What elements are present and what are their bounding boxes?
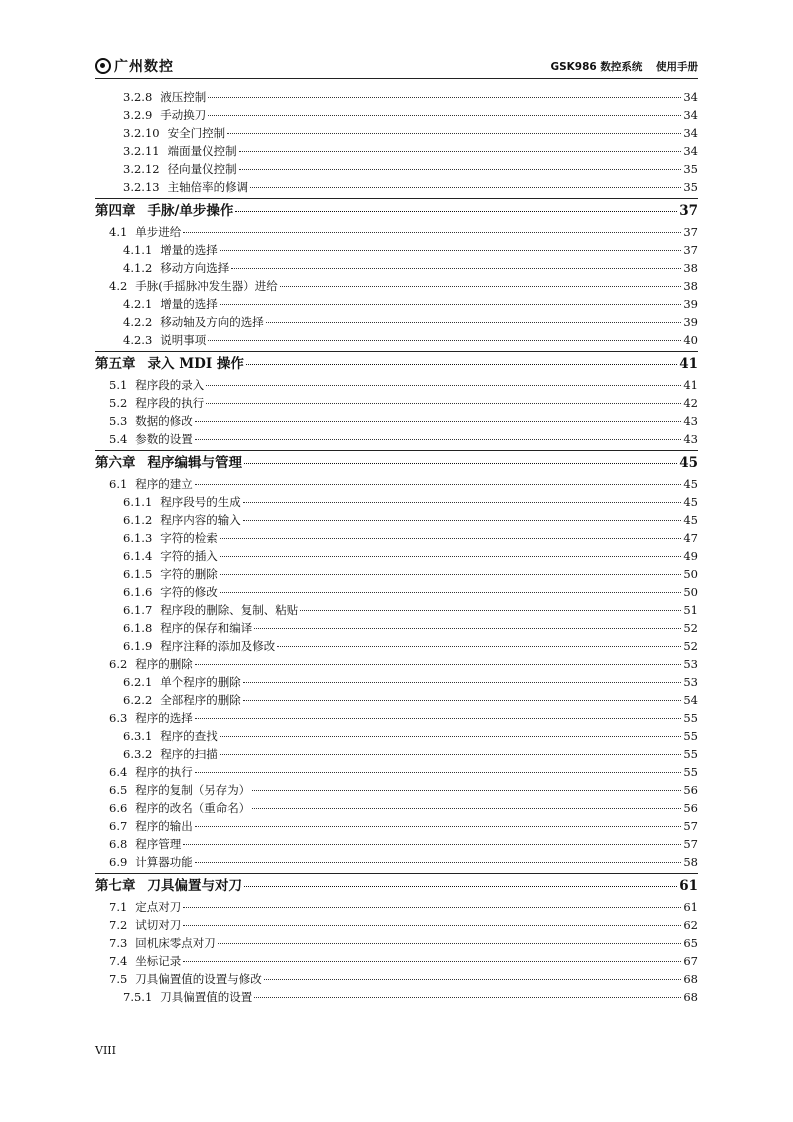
toc-entry-number: 6.2.2 (123, 693, 153, 707)
dot-leader (300, 610, 681, 611)
toc-entry-number: 5.3 (109, 414, 128, 428)
dot-leader (195, 826, 682, 827)
page-number: VIII (95, 1044, 116, 1057)
dot-leader (220, 250, 682, 251)
toc-entry-page: 37 (679, 203, 698, 219)
toc-entry[interactable] (95, 493, 698, 511)
toc-entry[interactable] (95, 394, 698, 412)
toc-entry[interactable] (95, 547, 698, 565)
toc-entry-title: 程序的保存和编译 (160, 621, 253, 635)
toc-entry-title: 字符的修改 (160, 585, 218, 599)
toc-entry[interactable] (95, 430, 698, 448)
dot-leader (243, 700, 682, 701)
toc-entry[interactable] (95, 529, 698, 547)
toc-entry-number: 6.3.2 (123, 747, 153, 761)
toc-entry[interactable] (95, 412, 698, 430)
dot-leader (183, 925, 681, 926)
dot-leader (254, 997, 681, 998)
toc-entry-title: 程序的改名（重命名） (135, 801, 251, 815)
toc-entry-title: 程序的查找 (160, 729, 218, 743)
toc-entry[interactable] (95, 601, 698, 619)
toc-entry-title: 手脉(手摇脉冲发生器）进给 (135, 279, 278, 293)
toc-entry-page: 40 (683, 333, 698, 347)
toc-entry-title: 主轴倍率的修调 (167, 180, 249, 194)
toc-entry-page: 41 (683, 378, 698, 392)
toc-entry-number: 6.5 (109, 783, 128, 797)
toc-entry-number: 6.2 (109, 657, 128, 671)
toc-entry-page: 50 (683, 585, 698, 599)
toc-entry-title: 坐标记录 (135, 954, 182, 968)
toc-entry-page: 56 (683, 801, 698, 815)
toc-entry-page: 58 (683, 855, 698, 869)
dot-leader (244, 463, 677, 464)
toc-entry-title: 计算器功能 (135, 855, 193, 869)
dot-leader (220, 736, 682, 737)
toc-entry-page: 38 (683, 261, 698, 275)
toc-entry-number: 6.1.7 (123, 603, 153, 617)
toc-entry-title: 刀具偏置值的设置与修改 (135, 972, 262, 986)
toc-entry[interactable] (95, 952, 698, 970)
toc-entry-title: 说明事项 (160, 333, 207, 347)
toc-entry-title: 程序注释的添加及修改 (160, 639, 276, 653)
toc-entry-number: 3.2.10 (123, 126, 160, 140)
toc-entry-title: 程序段号的生成 (160, 495, 241, 509)
toc-entry[interactable] (95, 619, 698, 637)
dot-leader (208, 97, 681, 98)
dot-leader (239, 151, 682, 152)
page-header (95, 50, 698, 79)
toc-entry-page: 34 (683, 90, 698, 104)
toc-entry-page: 34 (683, 108, 698, 122)
dot-leader (195, 772, 682, 773)
toc-entry-number: 6.1.5 (123, 567, 153, 581)
toc-entry-title: 程序内容的输入 (160, 513, 241, 527)
dot-leader (183, 232, 681, 233)
toc-entry[interactable] (95, 835, 698, 853)
toc-chapter-entry[interactable] (95, 351, 698, 376)
toc-entry-title: 单个程序的删除 (160, 675, 241, 689)
toc-entry[interactable] (95, 475, 698, 493)
toc-entry-title: 程序段的执行 (135, 396, 205, 410)
toc-entry-page: 57 (683, 837, 698, 851)
toc-entry-number: 6.3.1 (123, 729, 153, 743)
toc-entry-page: 45 (683, 495, 698, 509)
dot-leader (218, 943, 682, 944)
toc-entry-page: 55 (683, 765, 698, 779)
toc-entry[interactable] (95, 331, 698, 349)
toc-entry-title: 回机床零点对刀 (135, 936, 216, 950)
dot-leader (220, 304, 682, 305)
toc-chapter-entry[interactable] (95, 873, 698, 898)
toc-entry-page: 61 (679, 878, 698, 894)
dot-leader (208, 115, 681, 116)
toc-entry-page: 55 (683, 747, 698, 761)
toc-entry-title: 程序段的录入 (135, 378, 205, 392)
toc-entry-page: 34 (683, 144, 698, 158)
toc-entry-page: 53 (683, 657, 698, 671)
toc-entry-title: 程序的删除 (135, 657, 193, 671)
toc-entry-number: 第五章 (95, 356, 136, 372)
toc-entry[interactable] (95, 160, 698, 178)
toc-entry[interactable] (95, 745, 698, 763)
toc-entry-title: 字符的插入 (160, 549, 218, 563)
toc-entry-page: 39 (683, 315, 698, 329)
toc-entry-number: 5.1 (109, 378, 128, 392)
toc-entry-title: 程序的建立 (135, 477, 193, 491)
toc-entry-number: 5.2 (109, 396, 128, 410)
toc-entry-title: 数据的修改 (135, 414, 193, 428)
toc-entry-page: 47 (683, 531, 698, 545)
toc-entry-title: 程序的执行 (135, 765, 193, 779)
toc-entry-number: 6.3 (109, 711, 128, 725)
toc-entry-page: 45 (683, 477, 698, 491)
toc-entry-title: 程序的扫描 (160, 747, 218, 761)
dot-leader (208, 340, 681, 341)
toc-entry[interactable] (95, 673, 698, 691)
toc-entry-page: 51 (683, 603, 698, 617)
toc-entry-number: 6.2.1 (123, 675, 153, 689)
toc-entry-title: 参数的设置 (135, 432, 193, 446)
toc-entry-page: 57 (683, 819, 698, 833)
toc-entry[interactable] (95, 934, 698, 952)
toc-entry-title: 径向量仪控制 (167, 162, 237, 176)
toc-entry-title: 刀具偏置与对刀 (147, 878, 242, 894)
dot-leader (246, 364, 677, 365)
dot-leader (195, 484, 682, 485)
toc-entry-page: 43 (683, 432, 698, 446)
dot-leader (243, 520, 682, 521)
toc-entry-page: 67 (683, 954, 698, 968)
toc-entry[interactable] (95, 88, 698, 106)
toc-entry-title: 手脉/单步操作 (147, 203, 234, 219)
toc-entry-number: 4.2 (109, 279, 128, 293)
dot-leader (280, 286, 682, 287)
toc-entry-title: 全部程序的删除 (160, 693, 241, 707)
toc-entry-number: 3.2.11 (123, 144, 160, 158)
toc-entry-title: 程序的输出 (135, 819, 193, 833)
toc-chapter-entry[interactable] (95, 198, 698, 223)
dot-leader (195, 718, 682, 719)
toc-entry-number: 7.4 (109, 954, 128, 968)
manual-title: 使用手册 (656, 61, 698, 73)
toc-entry[interactable] (95, 313, 698, 331)
toc-entry-title: 移动轴及方向的选择 (160, 315, 264, 329)
header-title (540, 59, 698, 74)
toc-entry-title: 程序管理 (135, 837, 182, 851)
toc-entry-number: 6.1.1 (123, 495, 153, 509)
toc-entry-number: 4.1.1 (123, 243, 153, 257)
table-of-contents (95, 88, 698, 1006)
toc-entry-page: 68 (683, 990, 698, 1004)
dot-leader (252, 790, 681, 791)
toc-entry-number: 6.1.9 (123, 639, 153, 653)
toc-entry-page: 52 (683, 621, 698, 635)
toc-entry-title: 程序段的删除、复制、粘贴 (160, 603, 299, 617)
toc-entry-title: 录入 MDI 操作 (147, 356, 244, 372)
dot-leader (220, 574, 682, 575)
dot-leader (239, 169, 682, 170)
toc-entry-page: 49 (683, 549, 698, 563)
toc-entry-number: 6.1.8 (123, 621, 153, 635)
dot-leader (231, 268, 681, 269)
toc-entry-page: 34 (683, 126, 698, 140)
toc-entry[interactable] (95, 124, 698, 142)
toc-entry-title: 液压控制 (160, 90, 207, 104)
toc-entry[interactable] (95, 727, 698, 745)
toc-entry-page: 50 (683, 567, 698, 581)
toc-entry-page: 43 (683, 414, 698, 428)
toc-entry[interactable] (95, 853, 698, 871)
dot-leader (183, 907, 681, 908)
toc-entry-number: 7.2 (109, 918, 128, 932)
toc-entry[interactable] (95, 178, 698, 196)
toc-entry[interactable] (95, 295, 698, 313)
toc-entry-page: 65 (683, 936, 698, 950)
toc-entry[interactable] (95, 898, 698, 916)
logo-text: 广州数控 (114, 59, 174, 75)
dot-leader (183, 961, 681, 962)
toc-entry-number: 第六章 (95, 455, 136, 471)
toc-entry-number: 7.1 (109, 900, 128, 914)
dot-leader (252, 808, 681, 809)
toc-entry[interactable] (95, 223, 698, 241)
toc-entry-title: 定点对刀 (135, 900, 182, 914)
toc-entry-title: 程序编辑与管理 (147, 455, 242, 471)
toc-entry-page: 62 (683, 918, 698, 932)
dot-leader (235, 211, 677, 212)
dot-leader (206, 403, 681, 404)
toc-entry-page: 45 (683, 513, 698, 527)
toc-entry-number: 4.2.2 (123, 315, 153, 329)
toc-entry-page: 37 (683, 225, 698, 239)
toc-entry-page: 38 (683, 279, 698, 293)
toc-entry-page: 35 (683, 162, 698, 176)
toc-entry-title: 端面量仪控制 (167, 144, 237, 158)
toc-entry[interactable] (95, 565, 698, 583)
toc-entry[interactable] (95, 781, 698, 799)
toc-entry-number: 4.1.2 (123, 261, 153, 275)
dot-leader (244, 886, 677, 887)
doc-title: GSK986 数控系统 (550, 61, 643, 73)
toc-entry-number: 7.3 (109, 936, 128, 950)
gsk-logo-icon (95, 58, 111, 74)
toc-entry-number: 3.2.13 (123, 180, 160, 194)
toc-entry[interactable] (95, 583, 698, 601)
toc-entry-number: 6.1.2 (123, 513, 153, 527)
toc-entry-title: 刀具偏置值的设置 (160, 990, 253, 1004)
toc-entry-title: 单步进给 (135, 225, 182, 239)
toc-entry-page: 35 (683, 180, 698, 194)
toc-entry-number: 6.1.4 (123, 549, 153, 563)
toc-chapter-entry[interactable] (95, 450, 698, 475)
dot-leader (220, 556, 682, 557)
toc-entry-page: 56 (683, 783, 698, 797)
dot-leader (195, 664, 682, 665)
toc-entry[interactable] (95, 655, 698, 673)
toc-entry[interactable] (95, 637, 698, 655)
toc-entry-number: 6.4 (109, 765, 128, 779)
toc-entry-number: 7.5.1 (123, 990, 153, 1004)
toc-entry[interactable] (95, 259, 698, 277)
dot-leader (220, 538, 682, 539)
toc-entry-page: 54 (683, 693, 698, 707)
toc-entry[interactable] (95, 988, 698, 1006)
toc-entry-page: 37 (683, 243, 698, 257)
toc-entry-number: 6.9 (109, 855, 128, 869)
toc-entry-number: 3.2.8 (123, 90, 153, 104)
dot-leader (264, 979, 682, 980)
toc-entry[interactable] (95, 970, 698, 988)
toc-entry-title: 增量的选择 (160, 243, 218, 257)
toc-entry-number: 6.6 (109, 801, 128, 815)
toc-entry-title: 程序的复制（另存为） (135, 783, 251, 797)
toc-entry-number: 4.2.1 (123, 297, 153, 311)
toc-entry-page: 68 (683, 972, 698, 986)
dot-leader (227, 133, 681, 134)
toc-entry-page: 42 (683, 396, 698, 410)
company-logo (95, 56, 174, 76)
dot-leader (243, 502, 682, 503)
toc-entry-number: 6.1 (109, 477, 128, 491)
toc-entry-number: 5.4 (109, 432, 128, 446)
dot-leader (266, 322, 682, 323)
dot-leader (243, 682, 682, 683)
dot-leader (195, 439, 682, 440)
toc-entry-page: 39 (683, 297, 698, 311)
toc-entry[interactable] (95, 763, 698, 781)
toc-entry-title: 移动方向选择 (160, 261, 230, 275)
dot-leader (195, 862, 682, 863)
toc-entry-page: 41 (679, 356, 698, 372)
dot-leader (277, 646, 681, 647)
toc-entry-title: 安全门控制 (167, 126, 226, 140)
toc-entry-number: 6.8 (109, 837, 128, 851)
toc-entry[interactable] (95, 691, 698, 709)
toc-entry-title: 字符的检索 (160, 531, 218, 545)
toc-entry-page: 52 (683, 639, 698, 653)
toc-entry[interactable] (95, 916, 698, 934)
toc-entry-number: 3.2.9 (123, 108, 153, 122)
toc-entry-number: 6.1.6 (123, 585, 153, 599)
dot-leader (220, 592, 682, 593)
toc-entry-number: 第四章 (95, 203, 136, 219)
dot-leader (195, 421, 682, 422)
toc-entry-number: 7.5 (109, 972, 128, 986)
toc-entry[interactable] (95, 511, 698, 529)
dot-leader (183, 844, 681, 845)
toc-entry-title: 试切对刀 (135, 918, 182, 932)
toc-entry[interactable] (95, 241, 698, 259)
toc-entry-page: 61 (683, 900, 698, 914)
toc-entry[interactable] (95, 106, 698, 124)
toc-entry-title: 字符的删除 (160, 567, 218, 581)
toc-entry[interactable] (95, 799, 698, 817)
dot-leader (206, 385, 681, 386)
toc-entry-page: 53 (683, 675, 698, 689)
toc-entry-page: 55 (683, 711, 698, 725)
toc-entry-number: 4.1 (109, 225, 128, 239)
toc-entry-page: 45 (679, 455, 698, 471)
toc-entry[interactable] (95, 277, 698, 295)
toc-entry-number: 3.2.12 (123, 162, 160, 176)
toc-entry-title: 程序的选择 (135, 711, 193, 725)
toc-entry-title: 增量的选择 (160, 297, 218, 311)
dot-leader (254, 628, 681, 629)
toc-entry[interactable] (95, 709, 698, 727)
toc-entry-number: 6.1.3 (123, 531, 153, 545)
toc-entry-page: 55 (683, 729, 698, 743)
dot-leader (250, 187, 681, 188)
dot-leader (220, 754, 682, 755)
toc-entry-title: 手动换刀 (160, 108, 207, 122)
toc-entry-number: 第七章 (95, 878, 136, 894)
toc-entry-number: 6.7 (109, 819, 128, 833)
toc-entry[interactable] (95, 376, 698, 394)
toc-entry-number: 4.2.3 (123, 333, 153, 347)
toc-entry[interactable] (95, 142, 698, 160)
toc-entry[interactable] (95, 817, 698, 835)
